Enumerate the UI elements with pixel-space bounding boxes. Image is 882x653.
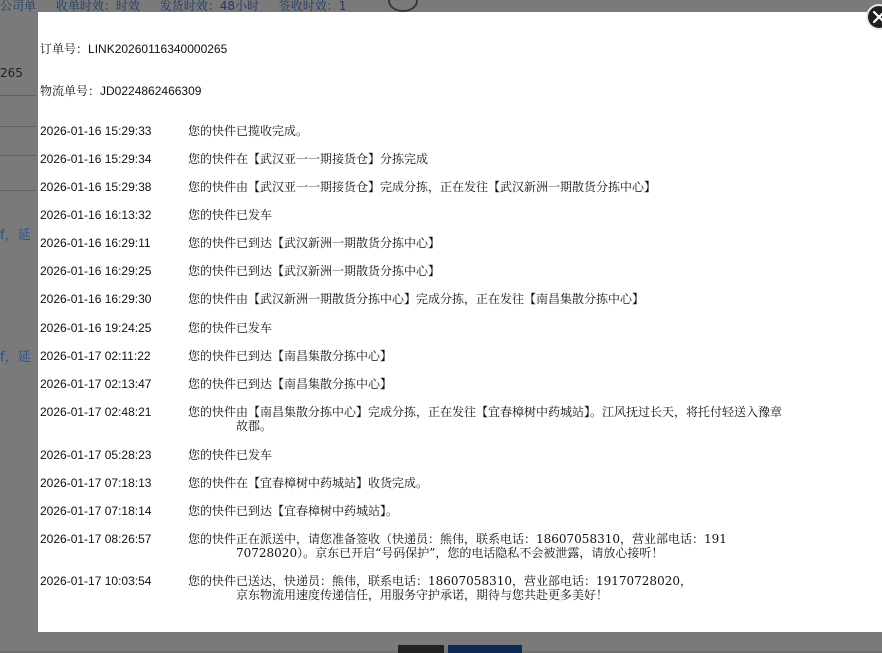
- event-description: [188, 377, 872, 391]
- event-description: [188, 321, 872, 335]
- tracking-number-value: JD0224862466309: [100, 84, 202, 98]
- event-time: 2026-01-16 15:29:34: [40, 152, 152, 166]
- event-text: 您的快件由【武汉新洲一期散货分拣中心】完成分拣，正在发往【南昌集散分拣中心】: [188, 292, 645, 306]
- event-time: 2026-01-17 08:26:57: [40, 532, 152, 546]
- bg-button[interactable]: [448, 645, 522, 653]
- event-description: [188, 264, 872, 278]
- event-text: 您的快件已到达【武汉新洲一期散货分拣中心】: [188, 264, 441, 278]
- bg-divider: [0, 190, 36, 191]
- event-text: 您的快件已到达【南昌集散分拣中心】: [188, 349, 393, 363]
- event-time: 2026-01-16 16:13:32: [40, 208, 152, 222]
- event-text: 您的快件在【武汉亚一一期接货仓】分拣完成: [188, 152, 429, 166]
- event-description: [188, 574, 872, 602]
- event-time: 2026-01-16 16:29:11: [40, 236, 151, 250]
- bg-header-item: 收单时效：时效: [55, 0, 140, 12]
- order-number-value: LINK20260116340000265: [88, 42, 228, 56]
- bg-link[interactable]: f，延: [0, 228, 31, 243]
- bg-divider: [0, 155, 36, 156]
- event-time: 2026-01-17 05:28:23: [40, 448, 152, 462]
- bg-divider: [0, 126, 36, 127]
- event-description: [188, 180, 872, 194]
- event-description: [188, 236, 872, 250]
- event-text-continued: 故郡。: [236, 419, 273, 433]
- event-text: 您的快件已发车: [188, 208, 273, 222]
- bg-header-item: 发货时效：48小时: [159, 0, 259, 12]
- event-description: [188, 152, 872, 166]
- event-text-continued: 70728020）。京东已开启“号码保护”，您的电话隐私不会被泄露，请放心接听！: [236, 546, 664, 560]
- event-time: 2026-01-17 07:18:13: [40, 476, 152, 490]
- event-description: [188, 476, 872, 490]
- bg-link[interactable]: f，延: [0, 350, 31, 365]
- order-number-label: 订单号：: [40, 42, 89, 56]
- bg-header-item: 签收时效：1: [278, 0, 347, 12]
- event-text-continued: 京东物流用速度传递信任，用服务守护承诺，期待与您共赴更多美好！: [236, 588, 609, 602]
- event-time: 2026-01-16 15:29:38: [40, 180, 152, 194]
- bg-button[interactable]: [398, 645, 444, 653]
- event-text: 您的快件正在派送中，请您准备签收（快递员：熊伟，联系电话：18607058310，营业部电话：191: [188, 532, 727, 546]
- event-text: 您的快件由【南昌集散分拣中心】完成分拣，正在发往【宜春樟树中药城站】。江风抚过长天，将托付轻送入豫章: [188, 405, 783, 419]
- tracking-number-row: [40, 82, 201, 99]
- event-description: [188, 532, 872, 560]
- close-icon: [873, 11, 882, 23]
- event-time: 2026-01-17 07:18:14: [40, 504, 152, 518]
- event-text: 您的快件已发车: [188, 448, 273, 462]
- event-text: 您的快件已发车: [188, 321, 273, 335]
- event-time: 2026-01-16 19:24:25: [40, 321, 152, 335]
- event-time: 2026-01-16 16:29:30: [40, 292, 152, 306]
- event-text: 您的快件由【武汉亚一一期接货仓】完成分拣，正在发往【武汉新洲一期散货分拣中心】: [188, 180, 657, 194]
- event-description: [188, 405, 872, 433]
- event-time: 2026-01-17 02:13:47: [40, 377, 152, 391]
- event-text: 您的快件已揽收完成。: [188, 124, 309, 138]
- bg-header-item: 公司单: [0, 0, 37, 12]
- bg-order-suffix: 265: [0, 66, 23, 80]
- event-time: 2026-01-17 02:48:21: [40, 405, 152, 419]
- event-description: [188, 208, 872, 222]
- event-description: [188, 448, 872, 462]
- background-header: [0, 0, 520, 12]
- event-text: 您的快件在【宜春樟树中药城站】收货完成。: [188, 476, 429, 490]
- event-description: [188, 124, 872, 138]
- event-time: 2026-01-17 02:11:22: [40, 349, 151, 363]
- tracking-number-label: 物流单号：: [40, 84, 101, 98]
- event-time: 2026-01-16 16:29:25: [40, 264, 152, 278]
- event-description: [188, 292, 872, 306]
- logistics-modal: [38, 12, 882, 632]
- event-text: 您的快件已到达【宜春樟树中药城站】。: [188, 504, 399, 518]
- event-text: 您的快件已送达，快递员：熊伟，联系电话：18607058310，营业部电话：19170728020，: [188, 574, 692, 588]
- event-text: 您的快件已到达【南昌集散分拣中心】: [188, 377, 393, 391]
- bg-divider: [0, 95, 36, 96]
- event-time: 2026-01-16 15:29:33: [40, 124, 152, 138]
- order-number-row: [40, 40, 227, 57]
- event-time: 2026-01-17 10:03:54: [40, 574, 152, 588]
- event-description: [188, 504, 872, 518]
- event-description: [188, 349, 872, 363]
- event-text: 您的快件已到达【武汉新洲一期散货分拣中心】: [188, 236, 441, 250]
